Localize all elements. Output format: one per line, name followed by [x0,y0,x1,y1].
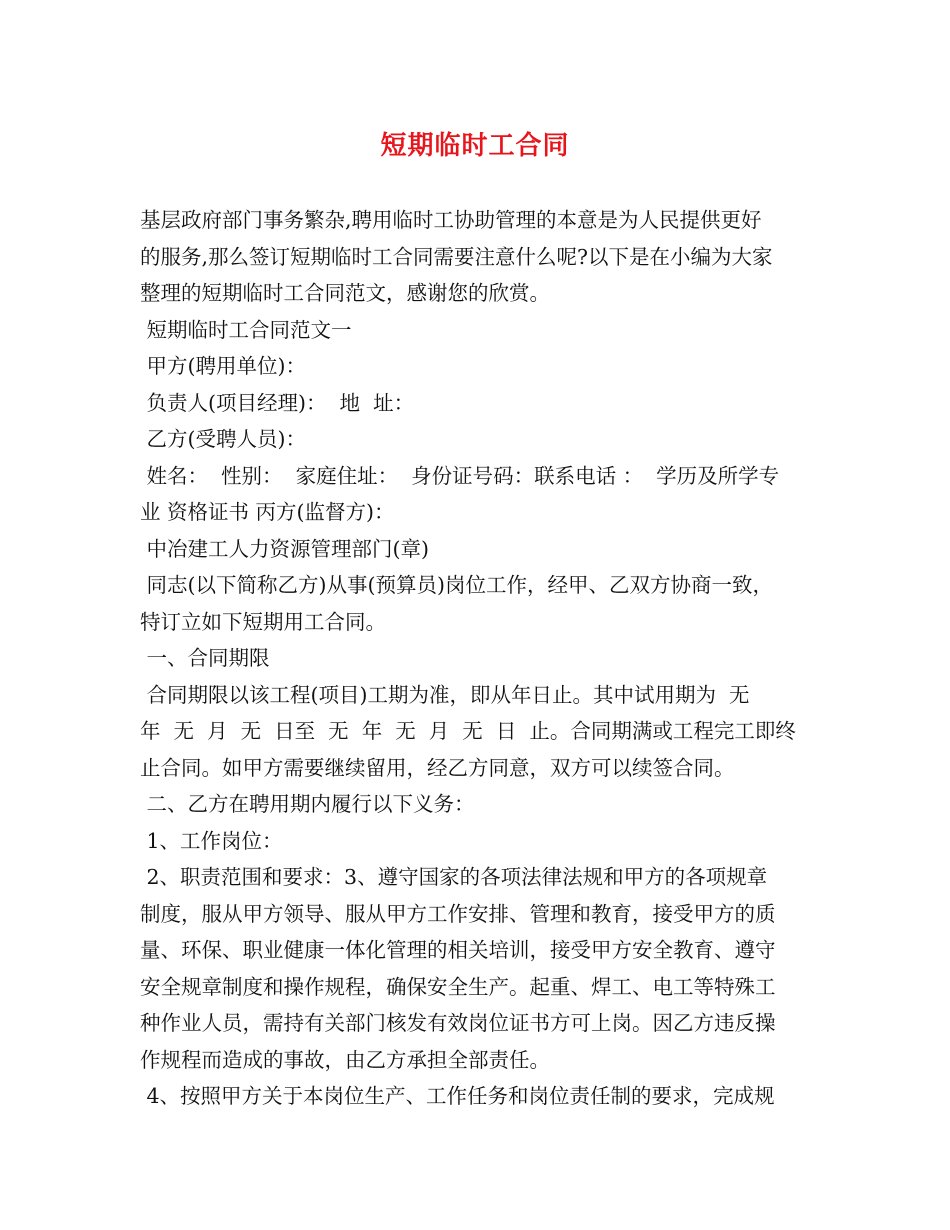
document-body [140,202,820,1115]
body-line: 负责人(项目经理)： 地 址： [140,390,415,415]
body-line: 2、职责范围和要求：3、遵守国家的各项法律法规和甲方的各项规章 [140,865,768,889]
body-line: 中冶建工人力资源管理部门(章) [140,536,430,561]
document-title: 短期临时工合同 [380,131,570,161]
body-line: 种作业人员，需持有关部门核发有效岗位证书方可上岗。因乙方违反操 [140,1011,776,1035]
body-line: 止合同。如甲方需要继续留用，经乙方同意，双方可以续签合同。 [140,755,735,780]
body-line: 制度，服从甲方领导、服从甲方工作安排、管理和教育，接受甲方的质 [140,901,776,926]
body-line: 特订立如下短期用工合同。 [140,609,386,634]
body-line: 1、工作岗位： [140,828,283,853]
body-line: 同志(以下简称乙方)从事(预算员)岗位工作，经甲、乙双方协商一致， [140,573,774,597]
body-line: 合同期限以该工程(项目)工期为准，即从年日止。其中试用期为 无 [140,682,750,707]
body-line: 整理的短期临时工合同范文，感谢您的欣赏。 [140,281,550,305]
body-line: 年 无 月 无 日至 无 年 无 月 无 日 止。合同期满或工程完工即终 [140,719,796,743]
body-line: 4、按照甲方关于本岗位生产、工作任务和岗位责任制的要求，完成规 [140,1084,775,1108]
body-line: 量、环保、职业健康一体化管理的相关培训，接受甲方安全教育、遵守 [140,938,776,962]
body-line: 姓名： 性别： 家庭住址： 身份证号码：联系电话 ： 学历及所学专 [140,463,780,488]
body-line: 的服务,那么签订短期临时工合同需要注意什么呢?以下是在小编为大家 [140,244,773,269]
body-line: 基层政府部门事务繁杂,聘用临时工协助管理的本意是为人民提供更好 [140,208,762,232]
body-line: 短期临时工合同范文一 [140,317,352,342]
body-line: 业 资格证书 丙方(监督方)： [140,500,395,524]
body-line: 乙方(受聘人员)： [140,427,307,451]
body-line: 安全规章制度和操作规程，确保安全生产。起重、焊工、电工等特殊工 [140,974,776,999]
body-line: 二、乙方在聘用期内履行以下义务： [140,792,475,816]
body-line: 作规程而造成的事故，由乙方承担全部责任。 [140,1047,550,1072]
body-line: 一、合同期限 [140,646,270,670]
body-line: 甲方(聘用单位)： [140,354,307,378]
